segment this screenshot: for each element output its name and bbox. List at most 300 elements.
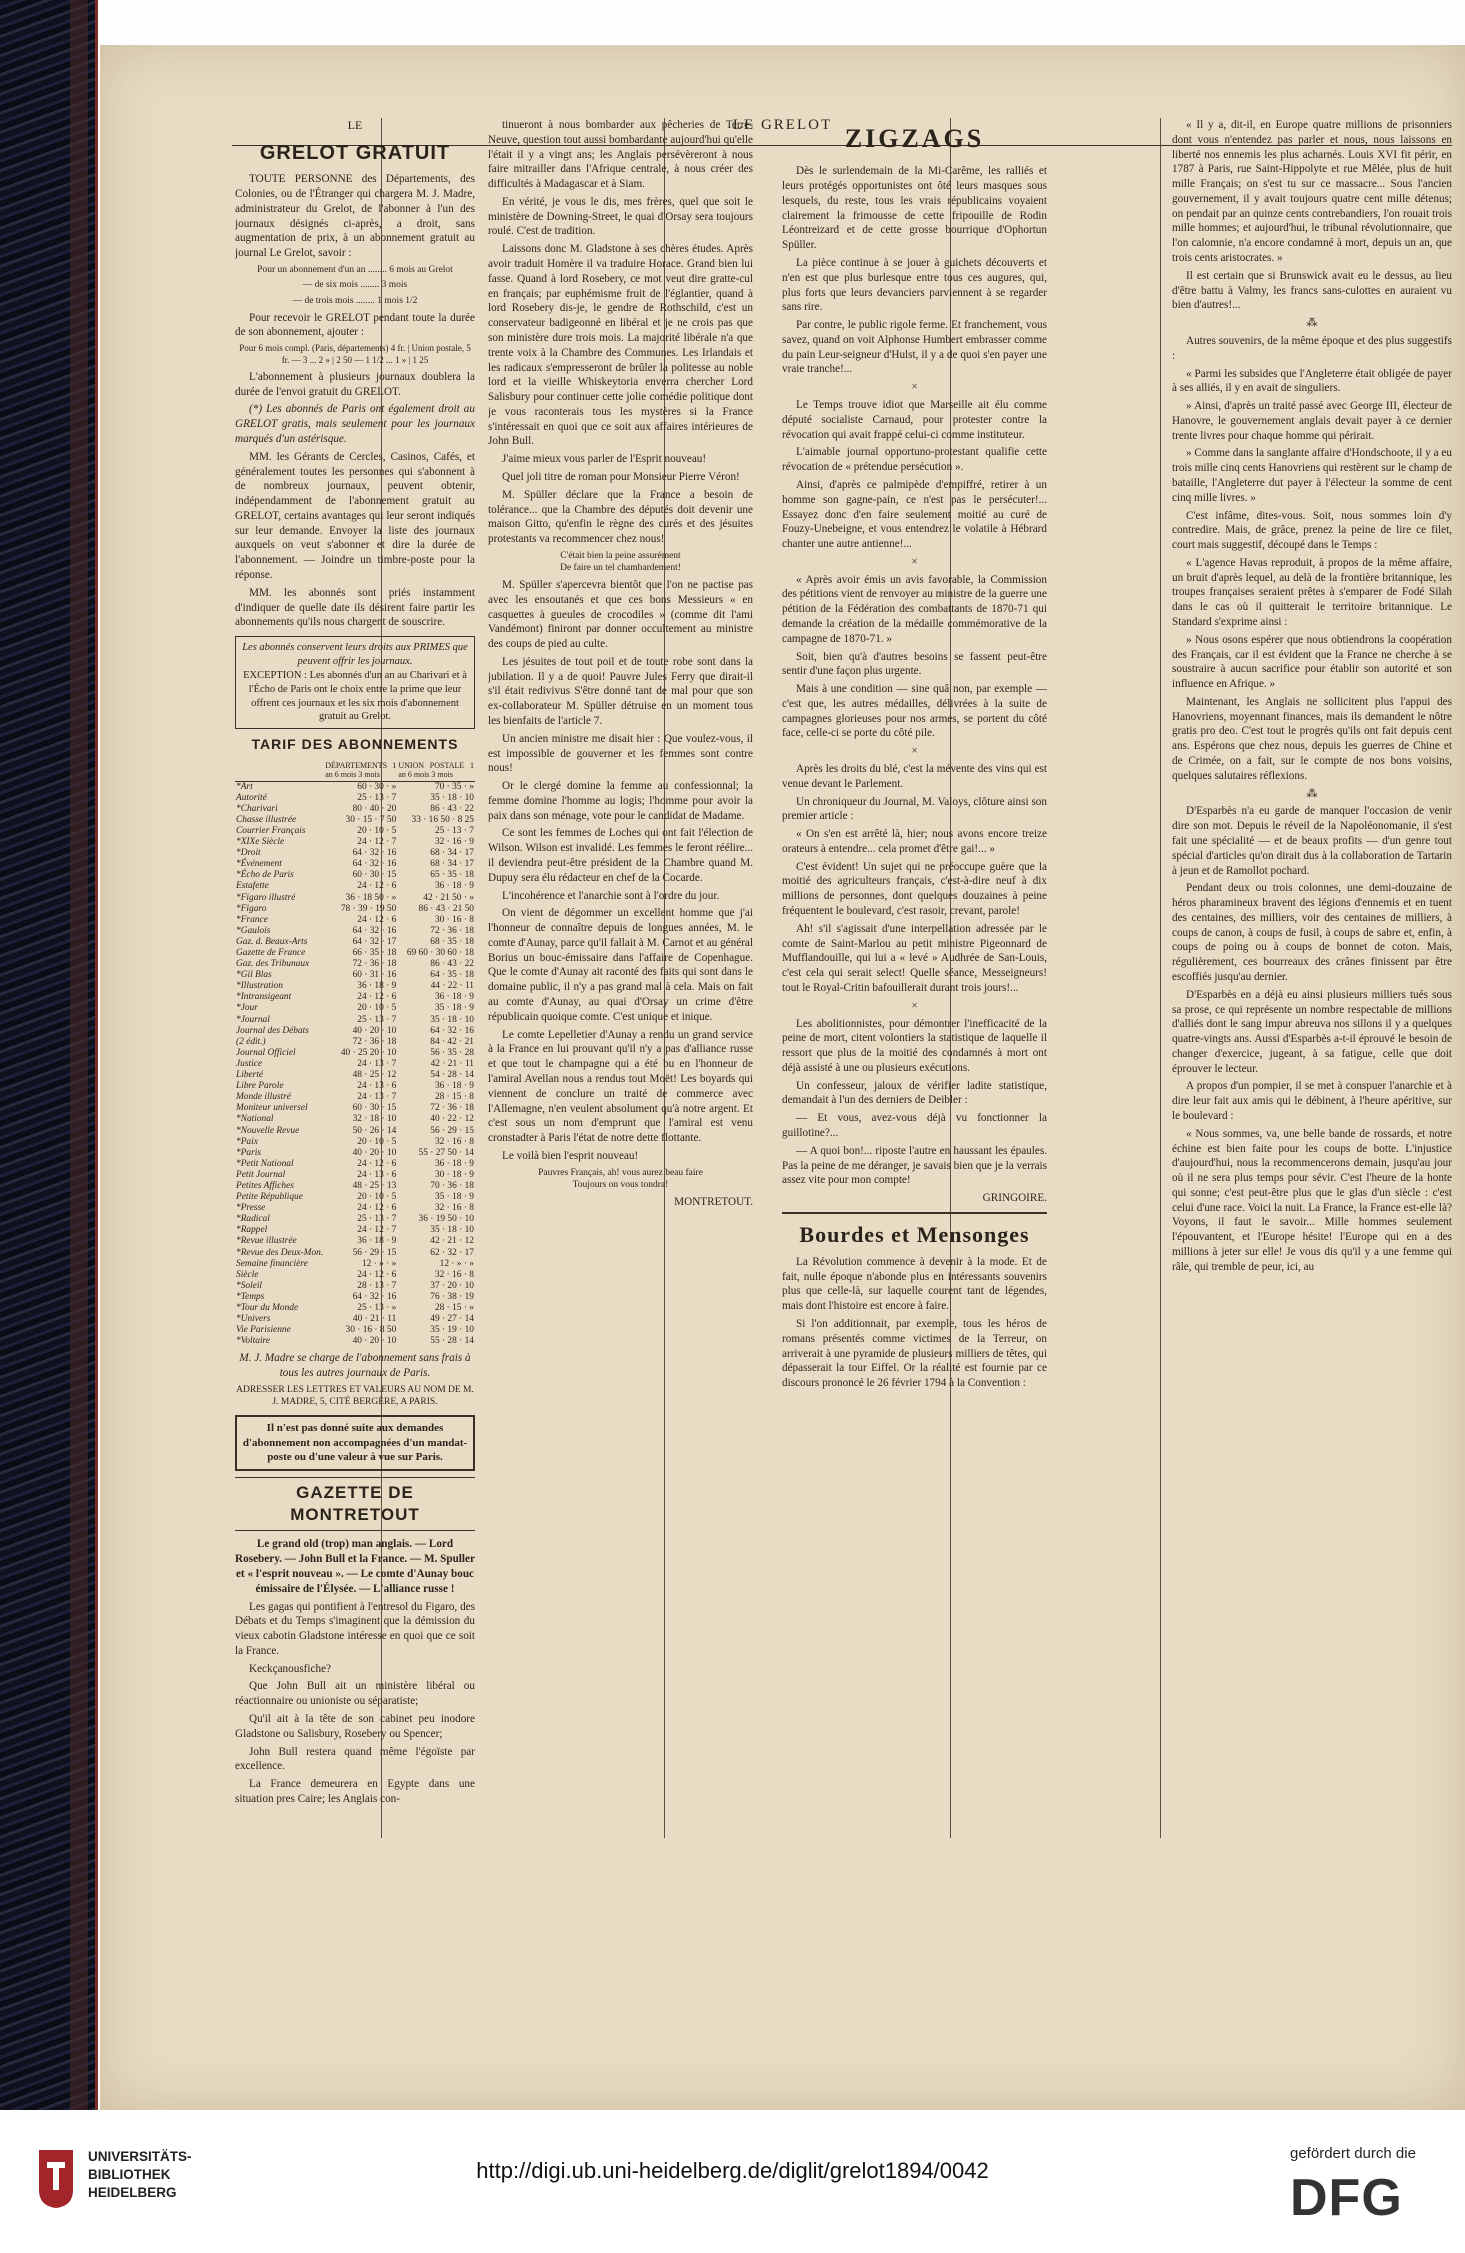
le-label: LE — [347, 118, 363, 132]
article-paragraph: Or le clergé domine la femme au confessionnal; la femme domine l'homme au logis; l'homme pour avoir la paix dans son ménage, vote pour le candidat de Madame. — [488, 780, 753, 822]
tarif-price: 24 · 13 · 6 — [357, 1081, 397, 1092]
tarif-price: 60 · 30 · » — [357, 781, 397, 792]
tarif-row — [235, 1037, 475, 1048]
tarif-price: 78 · 39 · 19 50 — [340, 903, 397, 914]
tarif-price: 25 · 13 · 7 — [357, 792, 397, 803]
tarif-price: 66 · 35 · 18 — [352, 948, 397, 958]
journal-name: Autorité — [236, 792, 267, 803]
tarif-price: 33 · 16 50 · 8 25 — [411, 814, 474, 825]
tarif-price: 56 · 29 · 15 — [430, 1125, 474, 1136]
tarif-price: 35 · 18 · 9 — [434, 1003, 474, 1014]
tarif-price: 40 · 22 · 12 — [430, 1114, 474, 1125]
tarif-row — [235, 981, 475, 992]
tarif-row — [235, 1081, 475, 1092]
journal-name: Siècle — [236, 1269, 259, 1280]
recevoir-text: Pour recevoir le GRELOT pendant toute la durée de son abonnement, ajouter : — [235, 311, 475, 339]
tarif-price: 28 · 15 · » — [434, 1303, 474, 1313]
journal-name: *Tour du Monde — [236, 1303, 299, 1313]
tarif-row — [235, 1225, 475, 1236]
article-paragraph: Le Temps trouve idiot que Marseille ait élu comme député socialiste Carnaud, pour protester contre la révocation qui avait frappé celui-ci comme instituteur. — [782, 399, 1047, 441]
journal-name: *National — [236, 1114, 274, 1125]
tarif-price: 24 · 12 · 6 — [357, 1269, 397, 1280]
tarif-price: 60 · 30 · 15 — [352, 1103, 397, 1114]
tarif-price: 86 · 43 · 22 — [430, 803, 474, 814]
tarif-row — [235, 1126, 475, 1137]
journal-name: *Droit — [236, 848, 261, 859]
tarif-price: 20 · 10 · 5 — [357, 1192, 397, 1203]
tarif-price: 64 · 32 · 16 — [352, 925, 397, 936]
tarif-price: 25 · 13 · 7 — [357, 1214, 397, 1225]
tarif-row — [235, 1003, 475, 1014]
tarif-price: 54 · 28 · 14 — [430, 1070, 474, 1081]
tarif-price: 76 · 38 · 19 — [430, 1291, 474, 1302]
tarif-price: 36 · 18 · 9 — [434, 992, 474, 1003]
tarif-row — [235, 826, 475, 837]
tarif-price: 64 · 32 · 17 — [352, 936, 397, 947]
journal-name: Petites Affiches — [236, 1180, 294, 1191]
article-paragraph: Un confesseur, jaloux de vérifier ladite statistique, demandait à l'un des derniers de Deibler : — [782, 1079, 1047, 1107]
article-paragraph: La pièce continue à se jouer à guichets découverts et n'en est que plus burlesque entre tous ces augures, qui, plus forts que leurs devanciers parviennent à se regarder sans rire. — [782, 257, 1047, 314]
tarif-row — [235, 1248, 475, 1259]
tarif-row — [235, 1192, 475, 1203]
article-paragraph: » Nous osons espérer que nous obtiendrons la coopération des Français, car il est évident que la France ne cherche à se soustraire à aucun sacrifice pour établir son autorité et son influence en Afrique. » — [1172, 633, 1452, 691]
gazette-paragraph: John Bull restera quand même l'égoïste par excellence. — [235, 1745, 475, 1773]
journal-name: *Petit National — [236, 1158, 294, 1169]
binding-edge — [70, 0, 88, 2110]
tarif-price: 72 · 36 · 18 — [430, 925, 474, 936]
tarif-price: 20 · 10 · 5 — [357, 1136, 397, 1147]
tarif-price: 12 · » · » — [439, 1258, 474, 1269]
journal-name: *Revue des Deux-Mon. — [236, 1247, 324, 1258]
column-gazette-continued — [488, 118, 753, 1838]
journal-name: Petite République — [236, 1192, 303, 1203]
tarif-price: 56 · 35 · 28 — [430, 1047, 474, 1058]
tarif-price: 37 · 20 · 10 — [430, 1280, 474, 1291]
separator: × — [911, 745, 918, 758]
tarif-price: 32 · 18 · 10 — [352, 1114, 397, 1125]
tarif-row — [235, 1303, 475, 1314]
tarif-price: 36 · 19 50 · 10 — [418, 1214, 474, 1225]
tarif-row — [235, 815, 475, 826]
journal-name: *Gil Blas — [236, 970, 272, 981]
tarif-price: 36 · 18 50 · » — [345, 892, 397, 903]
tarif-price: 62 · 32 · 17 — [430, 1247, 474, 1258]
tarif-row — [235, 893, 475, 904]
article-paragraph: Ce sont les femmes de Loches qui ont fait l'élection de Wilson. Wilson est invalidé. Les femmes le feront réélire... il deviendra peut-être président de la Chambre quand M. Dupuy sera élu rédacteur en chef de la Cocarde. — [488, 827, 753, 884]
separator: ⁂ — [1306, 787, 1318, 800]
journal-name: Chasse illustrée — [236, 814, 297, 825]
tarif-price: 72 · 36 · 18 — [352, 1036, 397, 1047]
tarif-header-cell — [235, 760, 324, 781]
article-paragraph: Un ancien ministre me disait hier : Que voulez-vous, il est impossible de gouverner et les femmes sont contre nous! — [488, 732, 753, 775]
article-paragraph: « Parmi les subsides que l'Angleterre était obligée de payer à ses alliés, il y en avait de singuliers. — [1172, 367, 1452, 395]
tarif-price: 35 · 19 · 10 — [430, 1325, 474, 1336]
column-zigzags — [782, 118, 1047, 1838]
journal-name: Moniteur universel — [236, 1103, 308, 1114]
notice-box: Il n'est pas donné suite aux demandes d'abonnement non accompagnées d'un mandat-poste ou d'une valeur à vue sur Paris. — [235, 1415, 475, 1471]
tarif-row — [235, 1103, 475, 1114]
journal-name: Estafette — [236, 881, 269, 892]
tarif-price: 70 · 35 · » — [434, 781, 474, 792]
tarif-row — [235, 881, 475, 892]
journal-name: *Revue illustrée — [236, 1236, 297, 1247]
journal-name: Libre Parole — [236, 1081, 284, 1092]
tarif-price: 36 · 18 · 9 — [434, 1081, 474, 1092]
journal-name: *Paris — [236, 1147, 262, 1158]
uni-line: HEIDELBERG — [88, 2185, 177, 2201]
journal-name: *Temps — [236, 1291, 265, 1302]
tarif-price: 36 · 18 · 9 — [434, 1158, 474, 1169]
tarif-price: 60 · 30 · 15 — [352, 870, 397, 881]
journal-name: *Nouvelle Revue — [236, 1125, 300, 1136]
article-paragraph: M. Spüller s'apercevra bientôt que l'on ne pactise pas avec les ensoutanés et que ces bons Messieurs « en casquettes à gueules de crocodiles » (comme dit l'ami Vandémont) finiront par donner occultement au ministre des coups de pied au culte. — [488, 578, 753, 651]
tarif-row — [235, 1336, 475, 1347]
tarif-price: 25 · 13 · » — [357, 1303, 397, 1313]
tarif-row — [235, 1092, 475, 1103]
tarif-price: 72 · 36 · 18 — [430, 1103, 474, 1114]
tarif-price: 32 · 16 · 9 — [434, 837, 474, 848]
article-paragraph: Le voilà bien l'esprit nouveau! — [502, 1149, 639, 1162]
tarif-price: 55 · 28 · 14 — [430, 1336, 474, 1347]
tarif-row — [235, 859, 475, 870]
column-bourdes-continued — [1172, 118, 1452, 1838]
tarif-price: 68 · 34 · 17 — [430, 848, 474, 859]
signature: MONTRETOUT. — [674, 1195, 753, 1208]
tarif-price: 72 · 36 · 18 — [352, 959, 397, 970]
tarif-price: 86 · 43 · 22 — [430, 959, 474, 970]
tarif-header-cell: UNION POSTALE 1 an 6 mois 3 mois — [398, 760, 474, 780]
tarif-price: 40 · 20 · 10 — [352, 1025, 397, 1036]
column-grelot-gratuit — [235, 118, 475, 1838]
journal-name: *Voltaire — [236, 1336, 271, 1347]
journal-name: Journal Officiel — [236, 1047, 296, 1058]
tarif-row — [235, 1026, 475, 1037]
article-paragraph: Ainsi, d'après ce palmipède d'empiffré, retirer à un homme son gagne-pain, ce n'est pas le persécuter!... Essayez donc d'en faire seulement moitié au curé de Fouzy-Unebeigne, et vous entendrez le volatile à Hébrard chanter une autre antienne!... — [782, 478, 1047, 551]
article-paragraph: D'Esparbès en a déjà eu ainsi plusieurs milliers tués sous sa prose, ce qui représente un nombre respectable de millions d'alliés dont le sang impur abreuva nos sillons il y a quelques quatre-vingts ans. Aussi d'Esparbès a-t-il éprouvé le besoin de changer d'exercice, jugeant, à sa fatigue, celle que doit éprouver le lecteur. — [1172, 988, 1452, 1075]
tarif-price: 28 · 15 · 8 — [434, 1092, 474, 1103]
journal-name: Gaz. d. Beaux-Arts — [236, 936, 308, 947]
footer-bar — [0, 2115, 1465, 2253]
journal-name: *Journal — [236, 1014, 270, 1025]
tarif-price: 64 · 32 · 16 — [352, 848, 397, 859]
tarif-price: 24 · 13 · 7 — [357, 1058, 397, 1069]
article-paragraph: Les abolitionnistes, pour démontrer l'inefficacité de la peine de mort, citent volontiers la statistique de laquelle il ressort que plus de la moitié des condamnés à mort ont déjà assisté à une ou plusieurs exécutions. — [782, 1017, 1047, 1074]
tarif-price: 64 · 32 · 16 — [352, 859, 397, 870]
tarif-price: 35 · 18 · 10 — [430, 1014, 474, 1025]
article-paragraph: « On s'en est arrêté là, hier; nous avons encore treize orateurs à entendre... cela promet d'être gai!... » — [782, 828, 1047, 855]
primes-box — [235, 636, 475, 729]
journal-name: Gazette de France — [236, 948, 306, 958]
article-paragraph: Quel joli titre de roman pour Monsieur Pierre Véron! — [502, 470, 740, 483]
bourdes-title: Bourdes et Mensonges — [782, 1212, 1047, 1249]
article-paragraph: Laissons donc M. Gladstone à ses chères études. Après avoir traduit Homère il va traduire Horace. Grand bien lui fasse. Quand à lord Rosebery, ce mot veut dire gratte-cul en français; par euphémisme fruit de l'églantier, quand à lord Rosebery dis-je, le gendre de Rothschild, c'est un conservateur badigeonné en libéral et je ne crois pas que son ministère dure trois mois. La majorité libérale n'a que trente voix à la Chambre des Communes. Les Irlandais et les radicaux s'empresseront de brûler la politesse au noble lord et la vieille Whiskeytoria enverra chercher Lord Salisbury pour continuer cette jolie comédie politique dont je vous raconterais tous les mystères si la France s'intéressait en quoi que ce soit aux affaires intérieures de John Bull. — [488, 243, 753, 448]
journal-name: *Paix — [236, 1136, 258, 1147]
tarif-table — [235, 760, 475, 1348]
article-paragraph: Par contre, le public rigole ferme. Et franchement, vous savez, quand on voit Alphonse Humbert embrasser comme du pain Leur-seigneur d'Hulst, il y a de quoi s'en payer une vraie tranche!... — [782, 319, 1047, 376]
article-paragraph: A propos d'un pompier, il se met à conspuer l'anarchie et à dire leur fait aux amis qui le débinent, à l'heure apéritive, sur le boulevard : — [1172, 1080, 1452, 1122]
tarif-price: 24 · 13 · 6 — [357, 1169, 397, 1180]
tarif-price: 24 · 12 · 6 — [357, 914, 397, 925]
grelot-gratuit-title: GRELOT GRATUIT — [259, 141, 451, 164]
tarif-row — [235, 970, 475, 981]
page-header: LE GRELOT — [732, 117, 833, 133]
tarif-price: 24 · 12 · 6 — [357, 1158, 397, 1169]
article-paragraph: D'Esparbès n'a eu garde de manquer l'occasion de venir dire son mot. Depuis le réveil de la Napoléonomanie, il s'est fait une spécialité — et de beaux profits — d'un genre tout spécial d'articles qu'on dirait dus à la collaboration de Tartarin à jeun et de Ramollot pochard. — [1172, 805, 1452, 877]
tarif-row — [235, 781, 475, 793]
primes-text: Les abonnés conservent leurs droits aux PRIMES que peuvent offrir les journaux. — [242, 642, 468, 667]
tarif-price: 35 · 18 · 9 — [434, 1192, 474, 1203]
tarif-price: 80 · 40 · 20 — [352, 803, 397, 814]
article-paragraph: La Révolution commence à devenir à la mode. Et de fait, nulle époque n'abonde plus en intéressants souvenirs plus que celle-là, sur laquelle courent tant de légendes, mais dont l'histoire est encore à faire. — [782, 1255, 1047, 1313]
article-paragraph: C'est évident! Un sujet qui ne préoccupe guère que la moitié des agriculteurs français, c'est-à-dire neuf à dix millions de personnes, dont quelques douzaines à peine fréquentent le boulevard, c'est rasoir, crevant, parole! — [782, 860, 1047, 918]
article-paragraph: Le comte Lepelletier d'Aunay a rendu un grand service à la France en lui prouvant qu'il n'y a pas d'alliance russe et que tout le champagne qui a été bu en l'honneur de l'amiral Avellan nous a rendus tout Moët! Les boyards qui viennent de conclure un traité de commerce avec l'Allemagne, n'en veulent absolument qu'à notre argent. Et c'est sous un nom d'emprunt que l'amiral est venu cronstadter à Paris l'état de notre dette flottante. — [488, 1028, 753, 1145]
tarif-row — [235, 793, 475, 804]
tarif-price: 55 · 27 50 · 14 — [418, 1147, 474, 1158]
tarif-price: 32 · 16 · 8 — [434, 1269, 474, 1280]
tarif-price: 56 · 29 · 15 — [352, 1247, 397, 1258]
tarif-price: 50 · 26 · 14 — [352, 1125, 397, 1136]
tarif-price: 40 · 20 · 10 — [352, 1336, 397, 1347]
tarif-price: 36 · 18 · 9 — [357, 981, 397, 992]
journal-name: *Événement — [236, 859, 282, 870]
article-paragraph: — A quoi bon!... riposte l'autre en haussant les épaules. Pas la peine de me déranger, je savais bien que je la verrais assez vite pour mon compte! — [782, 1144, 1047, 1187]
tarif-row — [235, 804, 475, 815]
article-paragraph: Un chroniqueur du Journal, M. Valoys, clôture ainsi son premier article : — [782, 795, 1047, 823]
tarif-price: 84 · 42 · 21 — [430, 1036, 474, 1047]
article-paragraph: tinueront à nous bombarder aux pêcheries de Terre-Neuve, question tout aussi bombardante aujourd'hui qu'elle l'était il y a vingt ans; les Anglais persévèreront à nous faire mitrailler dans l'Afrique centrale, à nous créer des difficultés à Madagascar et à Siam. — [488, 119, 753, 191]
tarif-row — [235, 1292, 475, 1303]
exception-text: EXCEPTION : Les abonnés d'un an au Charivari et à l'Écho de Paris ont le choix entre la prime que leur offrent ces journaux et les six mois d'abonnement gratuit au Grelot. — [243, 669, 467, 723]
tarif-row — [235, 904, 475, 915]
journal-name: Liberté — [236, 1070, 264, 1081]
journal-name: *Charivari — [236, 803, 278, 814]
offer-line: — de six mois ........ 3 mois — [302, 280, 408, 291]
article-paragraph: Ah! s'il s'agissait d'une interpellation adressée par le comte de Saint-Marlou au petit ministre Pigeonnard de Mufflandouille, qui lui a « levé » Audhrée de San-Louis, c'est cela qui serait select! Quelle séance, Messeigneurs! tout le Royal-Critin bafouillerait durant trois jours!... — [782, 922, 1047, 994]
tarif-price: 60 · 31 · 16 — [352, 970, 397, 981]
separator: × — [911, 381, 918, 394]
article-paragraph: On vient de dégommer un excellent homme que j'ai l'honneur de connaître depuis de longues années, M. le comte d'Aunay, parce qu'il fallait à M. Carnot et au général Borius un bouc-émissaire dans l'affaire de Copenhague. Que le comte d'Aunay ait raconté des faits qui sont dans le domaine public, il n'y a pas grand mal à cela. Mais on fait au comte d'Aunay, au quai d'Orsay un crime d'être républicain quoique comte. C'est unique et inique. — [488, 907, 753, 1023]
zigzags-title: ZIGZAGS — [844, 124, 985, 153]
article-paragraph: Soit, bien qu'à d'autres besoins se fassent peut-être sentir d'une façon plus urgente. — [782, 650, 1047, 678]
tarif-price: 49 · 27 · 14 — [430, 1314, 474, 1325]
tarif-row — [235, 1114, 475, 1125]
tarif-price: 42 · 21 · 11 — [430, 1058, 474, 1069]
article-paragraph: J'aime mieux vous parler de l'Esprit nouveau! — [502, 453, 707, 466]
tarif-price: 20 · 10 · 5 — [357, 825, 397, 836]
separator: ⁂ — [1306, 317, 1318, 330]
tarif-price: 68 · 35 · 18 — [430, 936, 474, 947]
column-rule — [1160, 118, 1161, 1838]
journal-name: *Gaulois — [236, 925, 271, 936]
journal-name: Gaz. des Tribunaux — [236, 959, 310, 970]
journal-name: *Intransigeant — [236, 992, 292, 1003]
tarif-row — [235, 1236, 475, 1247]
tarif-price: 32 · 16 · 8 — [434, 1136, 474, 1147]
article-paragraph: Dès le surlendemain de la Mi-Carême, les ralliés et leurs protégés opportunistes ont ôté leurs masques sous lesquels, du reste, tous les vrais républicains voyaient clairement la frimousse de cette fripouille de Rodin Léontreizard et de cette grosse bourrique d'Ophortun Spüller. — [782, 165, 1047, 252]
journal-name: Vie Parisienne — [236, 1325, 291, 1336]
tarif-row — [235, 926, 475, 937]
journal-name: *Jour — [236, 1003, 258, 1014]
article-paragraph: « Nous sommes, va, une belle bande de rossards, et notre échine est bien faite pour les coups de botte. L'injustice d'aujourd'hui, nous la recommencerons demain, jusqu'au jour où il ne sera plus temps pour sévir. C'est l'heure de la honte qui sonne; c'est peut-être plus que le glas d'un siècle : c'est celui d'une race. Voici la nuit. La France, la France est-elle là? Voyons, il faut le savoir... Mille hommes seulement l'épouvantent, et l'Europe hésite! l'Europe qui en a des millions à jeter sur elle! Je vous dis qu'il y a une femme qui râle, qui tremble de peur, ici, au — [1172, 1127, 1452, 1273]
tarif-price: 24 · 12 · 6 — [357, 1203, 397, 1214]
tarif-row — [235, 1259, 475, 1270]
tarif-row — [235, 848, 475, 859]
article-paragraph: L'incohérence et l'anarchie sont à l'ordre du jour. — [502, 889, 720, 902]
tarif-price: 36 · 18 · 9 — [434, 881, 474, 892]
tarif-row — [235, 915, 475, 926]
article-paragraph: Après les droits du blé, c'est la mévente des vins qui est venue devant le Parlement. — [782, 763, 1047, 790]
book-binding — [0, 0, 98, 2110]
journal-name: *Art — [236, 781, 253, 792]
article-paragraph: Il est certain que si Brunswick avait eu le dessus, au lieu d'être battu à Valmy, les francs sans-culottes en auraient vu bien d'autres!... — [1172, 269, 1452, 312]
journal-name: (2 édit.) — [236, 1036, 266, 1047]
tarif-row — [235, 959, 475, 970]
article-paragraph: » Ainsi, d'après un traité passé avec George III, électeur de Hanovre, le gouvernement anglais devait payer à ce dernier trente livres pour chaque homme qui périrait. — [1172, 400, 1452, 442]
gazette-paragraph: Les gagas qui pontifient à l'entresol du Figaro, des Débats et du Temps s'imaginent que la démission du vieux cabotin Gladstone intéresse en quoi que ce soit la France. — [235, 1600, 475, 1657]
paris-text: (*) Les abonnés de Paris ont également droit au GRELOT gratis, mais seulement pour les journaux marqués d'un astérisque. — [235, 403, 475, 445]
article-paragraph: Les jésuites de tout poil et de toute robe sont dans la jubilation. Il y a de quoi! Pauvre Jules Ferry que dirait-il s'il était redivivus S'être donné tant de mal pour que son ex-collaborateur M. Spüller détruise en un moment tous les bienfaits de l'article 7. — [488, 655, 753, 727]
article-paragraph: « Après avoir émis un avis favorable, la Commission des pétitions vient de renvoyer au ministre de la guerre une pétition de la Fédération des combattants de 1870-71 qui demande la création de la médaille commémorative de la campagne de 1870-71. » — [782, 573, 1047, 645]
journal-name: *Radical — [236, 1214, 270, 1225]
tarif-price: 40 · 21 · 11 — [352, 1314, 397, 1325]
source-url[interactable]: http://digi.ub.uni-heidelberg.de/diglit/grelot1894/0042 — [476, 2158, 989, 2183]
separator: × — [911, 999, 918, 1012]
journal-name: *Écho de Paris — [236, 870, 294, 881]
verse: Pauvres Français, ah! vous aurez beau faire Toujours on vous tondra! — [538, 1167, 703, 1191]
offer-line: — de trois mois ........ 1 mois 1/2 — [292, 295, 418, 306]
recevoir-table: Pour 6 mois compl. (Paris, départements) 4 fr. | Union postale, 5 fr. — 3 ... 2 » | 2 50 — 1 1/2 ... 1 » | 1 25 — [239, 343, 471, 365]
tarif-row — [235, 1181, 475, 1192]
tarif-price: 30 · 15 · 7 50 — [345, 814, 397, 825]
article-paragraph: En vérité, je vous le dis, mes frères, quel que soit le ministère de Downing-Street, le quai d'Orsay sera toujours roulé. C'est de tradition. — [488, 195, 753, 238]
gazette-title: GAZETTE DE MONTRETOUT — [235, 1477, 475, 1532]
tarif-row — [235, 948, 475, 959]
journal-name: Journal des Débats — [236, 1025, 309, 1036]
tarif-row — [235, 1314, 475, 1325]
plusieurs-text: L'abonnement à plusieurs journaux doublera la durée de l'envoi gratuit du GRELOT. — [235, 370, 475, 398]
tarif-price: 25 · 13 · 7 — [357, 1014, 397, 1025]
tarif-row — [235, 1048, 475, 1059]
article-paragraph: C'est infâme, dites-vous. Soit, nous sommes loin d'y contredire. Mais, de grâce, prenez la peine de lire ce filet, court mais suggestif, découpé dans le Temps : — [1172, 509, 1452, 552]
article-paragraph: Maintenant, les Anglais ne sollicitent plus l'appui des Hanovriens, moyennant finances, mais ils demandent le nôtre gratis pro deo. C'est tout le progrès qu'ils ont fait depuis cent ans. Espérons que chez nous, depuis les guerres de Chine et de Crimée, on a fait, sur le compte de nos bons voisins, quelques salutaires réflexions. — [1172, 695, 1452, 782]
article-paragraph: « Il y a, dit-il, en Europe quatre millions de prisonniers dont vous n'entendez pas parler et nous, nous laissons en liberté nos ennemis les plus acharnés. Louis XVI fit périr, en 1787 à Paris, rue Saint-Hippolyte et rue Mêlée, plus de huit mille Français; on s'est tu sur ce massacre... Sous l'ancien gouvernement, il y avait toujours quatre cent mille détenus; on pendait par an quinze cents contrebandiers, l'on rouait trois mille hommes; et aujourd'hui, le tribunal révolutionnaire, que l'on calomnie, n'a encore condamné à mort, depuis un an, que trois cents aristocrates. » — [1172, 119, 1452, 265]
gazette-paragraph: Que John Bull ait un ministère libéral ou réactionnaire ou unioniste ou séparatiste; — [235, 1680, 475, 1708]
tarif-price: 42 · 21 · 12 — [430, 1236, 474, 1247]
journal-name: Courrier Français — [236, 825, 306, 836]
tarif-price: 30 · 16 · 8 50 — [345, 1325, 397, 1336]
tarif-price: 24 · 12 · 7 — [357, 837, 397, 848]
tarif-price: 24 · 12 · 6 — [357, 992, 397, 1003]
tarif-row — [235, 1203, 475, 1214]
gazette-paragraph: La France demeurera en Egypte dans une situation pres Caire; les Anglais con- — [235, 1778, 475, 1805]
tarif-row — [235, 1059, 475, 1070]
tarif-row — [235, 1159, 475, 1170]
intro-text: TOUTE PERSONNE des Départements, des Colonies, ou de l'Étranger qui chargera M. J. Madre, administrateur du Grelot, de l'abonner à l'un des journaux désignés ci-après, a droit, sans augmentation de prix, à un abonnement gratuit au journal Le Grelot, savoir : — [235, 173, 475, 260]
verse: C'était bien la peine assurément De faire un tel chambardement! — [560, 550, 681, 574]
tarif-price: 48 · 25 · 12 — [352, 1070, 397, 1081]
gerants-text: MM. les Gérants de Cercles, Casinos, Cafés, et généralement toutes les personnes qui s'abonnent à de nombreux journaux, peuvent obtenir, indépendamment de l'abonnement gratuit au GRELOT, certains avantages qui leur seront indiqués sur leur demande. Envoyer la liste des journaux auxquels on veut s'abonner et dire la durée de l'abonnement. — Joindre un timbre-poste pour la réponse. — [235, 450, 475, 581]
tarif-title: TARIF DES ABONNEMENTS — [251, 736, 459, 753]
journal-name: *XIXe Siècle — [236, 837, 285, 848]
tarif-price: 30 · 16 · 8 — [434, 914, 474, 925]
tarif-price: 64 · 32 · 16 — [352, 1291, 397, 1302]
gazette-summary: Le grand old (trop) man anglais. — Lord Rosebery. — John Bull et la France. — M. Spuller et « l'esprit nouveau ». — Le comte d'Aunay bouc émissaire de l'Élysée. — L'alliance russe ! — [235, 1538, 475, 1595]
dfg-logo: DFG — [1290, 2169, 1403, 2227]
tarif-price: 69 60 · 30 60 · 18 — [406, 948, 474, 958]
separator: × — [911, 555, 918, 568]
tarif-row — [235, 1170, 475, 1181]
tarif-price: 36 · 18 · 9 — [357, 1236, 397, 1247]
tarif-price: 65 · 35 · 18 — [430, 870, 474, 881]
tarif-price: 32 · 16 · 8 — [434, 1203, 474, 1214]
journal-name: *Figaro illustré — [236, 892, 296, 903]
tarif-price: 70 · 36 · 18 — [430, 1180, 474, 1191]
tarif-price: 20 · 10 · 5 — [357, 1003, 397, 1014]
offer-line: Pour un abonnement d'un an ........ 6 mois au Grelot — [257, 264, 453, 275]
uni-line: BIBLIOTHEK — [88, 2167, 171, 2183]
tarif-row — [235, 992, 475, 1003]
dfg-label: gefördert durch die — [1290, 2145, 1416, 2162]
tarif-row — [235, 1270, 475, 1281]
uni-line: UNIVERSITÄTS- — [88, 2149, 192, 2164]
adresser-text: ADRESSER LES LETTRES ET VALEURS AU NOM DE M. J. MADRE, 5, CITÉ BERGÈRE, A PARIS. — [236, 1384, 474, 1408]
tarif-price: 86 · 43 · 21 50 — [418, 903, 474, 914]
journal-name: Semaine financière — [236, 1258, 308, 1269]
signature: GRINGOIRE. — [982, 1192, 1047, 1205]
tarif-price: 24 · 12 · 6 — [357, 881, 397, 892]
tarif-price: 30 · 18 · 9 — [434, 1169, 474, 1180]
tarif-row — [235, 837, 475, 848]
tarif-price: 28 · 13 · 7 — [357, 1280, 397, 1291]
abonnes-text: MM. les abonnés sont priés instamment d'indiquer de quelle date ils désirent faire partir les abonnements qu'ils nous chargent de souscrire. — [235, 586, 475, 629]
madre-note: M. J. Madre se charge de l'abonnement sans frais à tous les autres journaux de Paris. — [239, 1352, 471, 1380]
article-paragraph: Autres souvenirs, de la même époque et des plus suggestifs : — [1172, 334, 1452, 362]
tarif-price: 35 · 18 · 10 — [430, 792, 474, 803]
tarif-row — [235, 937, 475, 948]
tarif-row — [235, 1214, 475, 1225]
tarif-row — [235, 870, 475, 881]
tarif-price: 25 · 13 · 7 — [434, 825, 474, 836]
journal-name: *Illustration — [236, 981, 283, 992]
article-paragraph: Pendant deux ou trois colonnes, une demi-douzaine de héros pharamineux bravent des légions d'ennemis et en tuent des centaines, des milliers, voir des centaines de milliers, à coups de canon, à coups de fusil, à coups de sabre et, enfin, à coups de poing ou à coups de bonnet de coton. Mais, régulièrement, ces bourreaux des crânes finissent par être escoffiés jusqu'au dernier. — [1172, 882, 1452, 983]
article-paragraph: Mais à une condition — sine quâ non, par exemple — c'est que, les autres médailles, délivrées à la suite de campagnes glorieuses pour nos armes, se portent du côté face, celle-ci se porte du côté pile. — [782, 683, 1047, 740]
article-paragraph: « L'agence Havas reproduit, à propos de la même affaire, un bruit d'après lequel, au delà de la frontière britannique, les troupes françaises seraient prêtes à s'emparer de Fodé Silah dans le cas où il quitterait le territoire britannique. Le Standard s'exprime ainsi : — [1172, 556, 1452, 628]
tarif-price: 24 · 13 · 7 — [357, 1092, 397, 1103]
tarif-price: 44 · 22 · 11 — [430, 981, 474, 992]
tarif-row — [235, 1015, 475, 1026]
article-paragraph: — Et vous, avez-vous déjà vu fonctionner la guillotine?... — [782, 1112, 1047, 1139]
tarif-price: 64 · 35 · 18 — [430, 970, 474, 981]
tarif-row — [235, 1148, 475, 1159]
tarif-price: 24 · 12 · 7 — [357, 1225, 397, 1236]
tarif-price: 42 · 21 50 · » — [423, 892, 474, 903]
journal-name: *Univers — [236, 1314, 271, 1325]
tarif-price: 40 · 20 · 10 — [352, 1147, 397, 1158]
tarif-price: 35 · 18 · 10 — [430, 1225, 474, 1236]
tarif-row — [235, 1281, 475, 1292]
journal-name: *Rappel — [236, 1225, 268, 1236]
tarif-row — [235, 1070, 475, 1081]
tarif-header-cell: DÉPARTEMENTS 1 an 6 mois 3 mois — [325, 760, 397, 780]
journal-name: Justice — [236, 1058, 263, 1069]
journal-name: *Figaro — [236, 903, 267, 914]
journal-name: *Presse — [236, 1203, 266, 1214]
article-paragraph: M. Spüller déclare que la France a besoin de tolérance... que la Chambre des députés doit devenir une maison Gitto, qu'enfin le règne des curés et des jésuites protestants va recommencer chez nous! — [488, 488, 753, 546]
tarif-price: 40 · 25 20 · 10 — [340, 1047, 397, 1058]
journal-name: *Soleil — [236, 1280, 263, 1291]
article-paragraph: Si l'on additionnait, par exemple, tous les héros de romans présentés comme victimes de la Terreur, on arriverait à une pyramide de plusieurs milliers de têtes, qui dépasserait la tour Eiffel. Or la réalité est fournie par ce discours prononcé le 26 février 1794 à la Convention : — [782, 1318, 1047, 1390]
gazette-paragraph: Keckçanousfiche? — [249, 1662, 331, 1675]
